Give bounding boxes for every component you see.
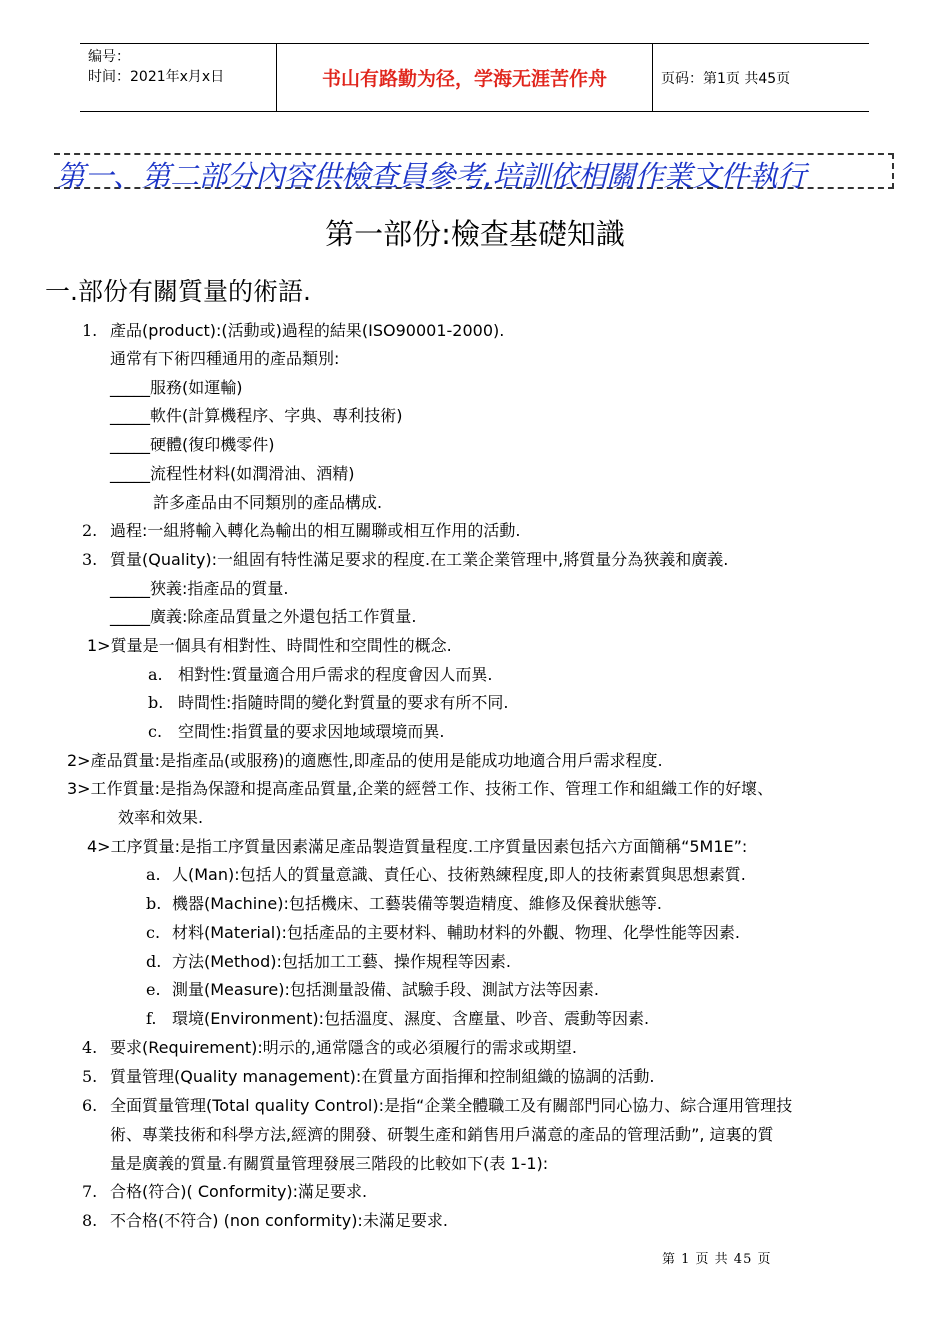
list-item: 要求(Requirement):明示的,通常隱含的或必須履行的需求或期望. bbox=[110, 1038, 577, 1057]
item-number: 3. bbox=[82, 550, 98, 569]
list-item: 材料(Material):包括產品的主要材料、輔助材料的外觀、物理、化學性能等因素. bbox=[172, 923, 740, 942]
item-number: b. bbox=[148, 693, 164, 712]
item-number: b. bbox=[146, 894, 162, 913]
list-item: 測量(Measure):包括測量設備、試驗手段、測試方法等因素. bbox=[172, 980, 599, 999]
list-item: 1>質量是一個具有相對性、時間性和空間性的概念. bbox=[87, 636, 452, 655]
list-item: _____狹義:指產品的質量. bbox=[110, 579, 289, 598]
header-page-info: 页码：第1页 共45页 bbox=[661, 70, 791, 87]
header-table bbox=[80, 43, 869, 112]
item-number: a. bbox=[146, 865, 161, 884]
list-item: 機器(Machine):包括機床、工藝裝備等製造精度、維修及保養狀態等. bbox=[172, 894, 662, 913]
item-number: 6. bbox=[82, 1096, 98, 1115]
list-item: 環境(Environment):包括溫度、濕度、含塵量、吵音、震動等因素. bbox=[172, 1009, 650, 1028]
list-item: 全面質量管理(Total quality Control):是指“企業全體職工及有關部門同心協力、綜合運用管理技 bbox=[110, 1096, 793, 1115]
list-item: 效率和效果. bbox=[118, 808, 204, 827]
list-item: _____廣義:除產品質量之外還包括工作質量. bbox=[110, 607, 417, 626]
list-item: 3>工作質量:是指為保證和提高產品質量,企業的經營工作、技術工作、管理工作和組織工作的好壞、 bbox=[67, 779, 774, 798]
list-item: 4>工序質量:是指工序質量因素滿足產品製造質量程度.工序質量因素包括六方面簡稱“5M1E”: bbox=[87, 837, 748, 856]
item-number: f. bbox=[146, 1009, 157, 1028]
list-item: 量是廣義的質量.有關質量管理發展三階段的比較如下(表 1-1): bbox=[110, 1154, 549, 1173]
item-number: c. bbox=[148, 722, 163, 741]
section-title: 一.部份有關質量的術語. bbox=[45, 277, 311, 306]
item-number: c. bbox=[146, 923, 161, 942]
list-item: 合格(符合)( Conformity):滿足要求. bbox=[110, 1182, 368, 1201]
item-number: a. bbox=[148, 665, 163, 684]
banner-box bbox=[54, 153, 894, 193]
list-item: 術、專業技術和科學方法,經濟的開發、研製生產和銷售用戶滿意的產品的管理活動”, 這裏的質 bbox=[110, 1125, 774, 1144]
item-number: 7. bbox=[82, 1182, 98, 1201]
item-number: d. bbox=[146, 952, 162, 971]
list-item: _____服務(如運輸) bbox=[110, 378, 243, 397]
list-item: 空間性:指質量的要求因地域環境而異. bbox=[178, 722, 445, 741]
list-item: 方法(Method):包括加工工藝、操作規程等因素. bbox=[172, 952, 511, 971]
list-item: 產品(product):(活動或)過程的結果(ISO90001-2000). bbox=[110, 321, 505, 340]
list-item: 過程:一組將輸入轉化為輸出的相互關聯或相互作用的活動. bbox=[110, 521, 521, 540]
document-title: 第一部份:檢查基礎知識 bbox=[325, 217, 625, 251]
list-item: _____硬體(復印機零件) bbox=[110, 435, 275, 454]
list-item: 時間性:指隨時間的變化對質量的要求有所不同. bbox=[178, 693, 509, 712]
item-number: 1. bbox=[82, 321, 98, 340]
list-item: 質量管理(Quality management):在質量方面指揮和控制組織的協調的活動. bbox=[110, 1067, 655, 1086]
number-label: 编号： bbox=[88, 49, 130, 65]
list-item: _____軟件(計算機程序、字典、專利技術) bbox=[110, 406, 403, 425]
banner-text: 第一、第二部分內容供檢查員參考,培訓依相關作業文件執行 bbox=[56, 159, 806, 193]
list-item: 2>產品質量:是指產品(或服務)的適應性,即產品的使用是能成功地適合用戶需求程度. bbox=[67, 751, 663, 770]
list-item: 相對性:質量適合用戶需求的程度會因人而異. bbox=[178, 665, 493, 684]
item-number: 2. bbox=[82, 521, 98, 540]
list-item: _____流程性材料(如潤滑油、酒精) bbox=[110, 464, 355, 483]
page-footer: 第 1 页 共 45 页 bbox=[662, 1252, 772, 1267]
item-number: 5. bbox=[82, 1067, 98, 1086]
list-item: 通常有下術四種通用的產品類別: bbox=[110, 349, 340, 368]
list-item: 許多產品由不同類別的產品構成. bbox=[153, 493, 383, 512]
header-motto: 书山有路勤为径，学海无涯苦作舟 bbox=[277, 44, 653, 111]
list-item: 質量(Quality):一組固有特性滿足要求的程度.在工業企業管理中,將質量分為狹義和廣義. bbox=[110, 550, 729, 569]
item-number: 8. bbox=[82, 1211, 98, 1230]
header-meta-cell bbox=[80, 44, 277, 111]
item-number: 4. bbox=[82, 1038, 98, 1057]
list-item: 不合格(不符合) (non conformity):未滿足要求. bbox=[110, 1211, 448, 1230]
time-label: 时间：2021年x月x日 bbox=[88, 69, 225, 85]
list-item: 人(Man):包括人的質量意識、責任心、技術熟練程度,即人的技術素質與思想素質. bbox=[172, 865, 746, 884]
item-number: e. bbox=[146, 980, 161, 999]
